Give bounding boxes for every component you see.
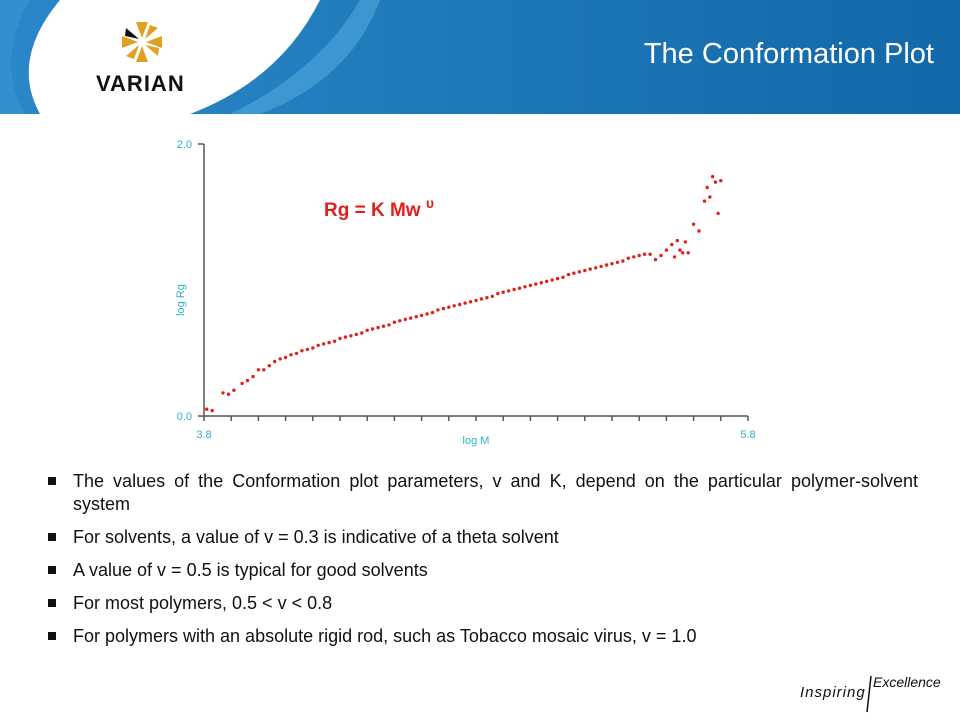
data-point	[572, 272, 575, 275]
bullet-text: For polymers with an absolute rigid rod, such as Tobacco mosaic virus, v = 1.0	[73, 626, 697, 646]
data-point	[279, 357, 282, 360]
bullet-text: For solvents, a value of v = 0.3 is indicative of a theta solvent	[73, 527, 559, 547]
data-point	[719, 179, 722, 182]
data-point	[431, 311, 434, 314]
data-point	[512, 288, 515, 291]
data-point	[518, 287, 521, 290]
data-point	[711, 175, 714, 178]
data-point	[627, 257, 630, 260]
data-point	[654, 258, 657, 261]
data-point	[425, 312, 428, 315]
data-point	[221, 391, 224, 394]
varian-logo-icon	[112, 12, 172, 72]
data-point	[676, 239, 679, 242]
data-point	[589, 267, 592, 270]
data-point	[442, 307, 445, 310]
data-point	[344, 335, 347, 338]
bullet-marker	[48, 599, 56, 607]
bullet-item	[46, 625, 918, 648]
y-axis-label: log Rg	[175, 284, 187, 316]
data-point	[583, 269, 586, 272]
data-point	[240, 382, 243, 385]
data-point	[404, 318, 407, 321]
data-point	[398, 319, 401, 322]
data-point	[540, 281, 543, 284]
data-point	[556, 277, 559, 280]
data-point	[415, 315, 418, 318]
bullet-text: For most polymers, 0.5 < v < 0.8	[73, 593, 333, 613]
data-point	[616, 261, 619, 264]
data-point	[289, 353, 292, 356]
data-point	[496, 292, 499, 295]
data-point	[447, 306, 450, 309]
tagline-inspiring: Inspiring	[800, 684, 866, 701]
data-point	[262, 368, 265, 371]
data-point	[366, 329, 369, 332]
data-point	[453, 304, 456, 307]
data-point	[458, 303, 461, 306]
data-point	[295, 352, 298, 355]
data-point	[300, 349, 303, 352]
y-tick-label-top: 2.0	[176, 139, 192, 151]
data-point	[393, 321, 396, 324]
data-point	[648, 253, 651, 256]
data-point	[474, 299, 477, 302]
data-point	[697, 229, 700, 232]
data-point	[561, 276, 564, 279]
data-point	[523, 285, 526, 288]
data-point	[232, 389, 235, 392]
data-point	[529, 284, 532, 287]
bullet-text: A value of v = 0.5 is typical for good solvents	[73, 560, 428, 580]
data-point	[643, 253, 646, 256]
data-point	[599, 265, 602, 268]
bullet-marker	[48, 477, 56, 485]
data-point	[638, 254, 641, 257]
data-point	[534, 282, 537, 285]
bullet-list	[46, 470, 918, 658]
data-point	[251, 375, 254, 378]
data-point	[673, 255, 676, 258]
bullet-item	[46, 592, 918, 615]
data-point	[355, 333, 358, 336]
data-point	[317, 344, 320, 347]
data-point	[551, 278, 554, 281]
data-point	[665, 248, 668, 251]
data-point	[687, 251, 690, 254]
bullet-item	[46, 526, 918, 549]
data-point	[246, 379, 249, 382]
page-title: The Conformation Plot	[643, 38, 934, 70]
data-point	[327, 341, 330, 344]
data-point	[703, 199, 706, 202]
data-point	[268, 364, 271, 367]
data-point	[284, 356, 287, 359]
data-point	[257, 368, 260, 371]
data-point	[469, 300, 472, 303]
data-point	[678, 248, 681, 251]
data-point	[371, 327, 374, 330]
data-point	[632, 255, 635, 258]
data-point	[382, 325, 385, 328]
data-point	[211, 409, 214, 412]
data-point	[322, 342, 325, 345]
data-point	[605, 263, 608, 266]
data-point	[714, 180, 717, 183]
data-point	[706, 186, 709, 189]
data-point	[692, 223, 695, 226]
data-point	[333, 340, 336, 343]
chart-axes	[198, 144, 748, 421]
data-point	[716, 212, 719, 215]
data-point	[621, 259, 624, 262]
data-point	[670, 243, 673, 246]
data-point	[659, 254, 662, 257]
x-tick-label-right: 5.8	[740, 429, 756, 441]
x-tick-label-left: 3.8	[196, 429, 212, 441]
data-point	[273, 360, 276, 363]
y-tick-label-bottom: 0.0	[176, 411, 192, 423]
data-point	[502, 291, 505, 294]
conformation-chart	[0, 114, 960, 454]
x-axis-label: log M	[462, 435, 490, 447]
data-point	[578, 270, 581, 273]
data-point	[545, 280, 548, 283]
data-point	[463, 301, 466, 304]
chart-points	[205, 175, 723, 412]
bullet-marker	[48, 632, 56, 640]
data-point	[491, 295, 494, 298]
logo-wordmark: VARIAN	[96, 71, 185, 96]
data-point	[349, 334, 352, 337]
footer-tagline	[800, 672, 950, 716]
bullet-marker	[48, 566, 56, 574]
bullet-marker	[48, 533, 56, 541]
data-point	[311, 346, 314, 349]
equation-annotation	[324, 195, 434, 221]
bullet-item	[46, 559, 918, 582]
tagline-excellence: Excellence	[873, 674, 941, 690]
data-point	[360, 331, 363, 334]
data-point	[681, 251, 684, 254]
data-point	[205, 408, 208, 411]
data-point	[684, 240, 687, 243]
equation-exponent: υ	[425, 195, 435, 211]
data-point	[480, 297, 483, 300]
data-point	[567, 273, 570, 276]
data-point	[507, 289, 510, 292]
data-point	[306, 348, 309, 351]
bullet-item	[46, 470, 918, 516]
data-point	[485, 296, 488, 299]
data-point	[420, 314, 423, 317]
bullet-text: The values of the Conformation plot parameters, v and K, depend on the particular polymer-solvent system	[73, 471, 918, 514]
data-point	[610, 262, 613, 265]
data-point	[409, 316, 412, 319]
data-point	[227, 393, 230, 396]
data-point	[387, 323, 390, 326]
data-point	[708, 195, 711, 198]
equation-text: Rg = K Mw	[324, 200, 421, 221]
data-point	[376, 326, 379, 329]
data-point	[338, 337, 341, 340]
data-point	[436, 308, 439, 311]
data-point	[594, 266, 597, 269]
